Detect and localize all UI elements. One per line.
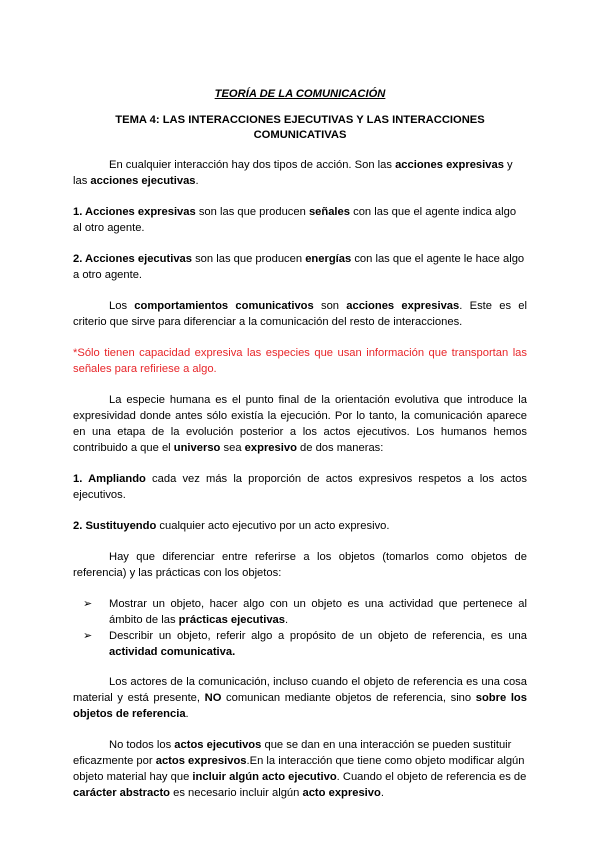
bold-term: carácter abstracto — [73, 787, 171, 799]
paragraph-ampliando — [73, 471, 527, 503]
text-run: son — [313, 300, 347, 312]
text-run: Los actores de la comunicación, incluso cuando el objeto de referencia es una cosa material y está presente, — [73, 676, 527, 704]
paragraph-objects: Hay que diferenciar entre referirse a los objetos (tomarlos como objetos de referencia) y las prácticas con los objetos: — [73, 551, 527, 579]
text-run: y las — [73, 159, 513, 187]
bold-term: energías — [305, 253, 352, 265]
text-run: . Cuando el objeto de referencia es de — [336, 771, 527, 783]
text-run: Describir un objeto, referir algo a propósito de un objeto de referencia, es una — [109, 630, 527, 642]
bold-term: acciones expresivas — [346, 300, 460, 312]
bold-term: 2. Acciones ejecutivas — [73, 253, 192, 265]
list-item — [73, 596, 527, 628]
text-run: de dos maneras: — [296, 442, 384, 454]
document-title: TEORÍA DE LA COMUNICACIÓN — [214, 88, 386, 100]
paragraph-intro — [73, 157, 527, 189]
text-run: sea — [220, 442, 245, 454]
text-run: es necesario incluir algún — [170, 787, 303, 799]
arrow-bullet-icon: ➢ — [83, 598, 93, 610]
text-run: con las que el agente indica algo al otro agente. — [73, 206, 517, 234]
bold-term: 1. Ampliando — [73, 473, 146, 485]
text-run: comunican mediante objetos de referencia, sino — [221, 692, 476, 704]
list-item — [73, 628, 527, 660]
paragraph-red-note: *Sólo tienen capacidad expresiva las especies que usan información que transportan las señales para refiriese a algo. — [73, 347, 527, 375]
bold-term: actos ejecutivos — [174, 739, 262, 751]
bullet-list — [73, 596, 527, 660]
text-run: Los — [109, 300, 135, 312]
bold-term: expresivo — [244, 442, 297, 454]
text-run: son las que producen — [191, 253, 306, 265]
text-run: cualquier acto ejecutivo por un acto expresivo. — [156, 520, 390, 532]
bold-term: 1. Acciones expresivas — [73, 206, 196, 218]
bold-term: acto expresivo — [302, 787, 381, 799]
text-run: con las que el agente le hace algo a otro agente. — [73, 253, 525, 281]
text-run: Mostrar un objeto, hacer algo con un objeto es una actividad que pertenece al ámbito de las — [109, 598, 527, 626]
bold-term: actividad comunicativa. — [109, 646, 236, 658]
bold-term: señales — [308, 206, 350, 218]
paragraph-communicative-behaviours — [73, 298, 527, 330]
bold-term: acciones ejecutivas — [90, 175, 196, 187]
paragraph-human-species — [73, 392, 527, 456]
text-run: cada vez más la proporción de actos expresivos respetos a los actos ejecutivos. — [73, 473, 527, 501]
paragraph-executive-actions — [73, 251, 527, 283]
paragraph-actors — [73, 674, 527, 722]
paragraph-substitution — [73, 737, 527, 801]
text-run: son las que producen — [195, 206, 309, 218]
bold-term: sobre los objetos de referencia — [73, 692, 527, 720]
text-run: . — [195, 175, 199, 187]
bold-term: 2. Sustituyendo — [73, 520, 157, 532]
text-run: En cualquier interacción hay dos tipos de acción. Son las — [109, 159, 396, 171]
text-run: que se dan en una interacción se pueden sustituir eficazmente por — [73, 739, 512, 767]
document-body — [73, 86, 527, 816]
text-run: . — [285, 614, 289, 626]
section-heading: TEMA 4: LAS INTERACCIONES EJECUTIVAS Y LAS INTERACCIONES COMUNICATIVAS — [115, 114, 485, 141]
bold-term: NO — [204, 692, 222, 704]
bold-term: universo — [173, 442, 221, 454]
bold-term: actos expresivos — [155, 755, 247, 767]
arrow-bullet-icon: ➢ — [83, 630, 93, 642]
bold-term: acciones expresivas — [395, 159, 504, 171]
text-run: . — [185, 708, 189, 720]
bold-term: comportamientos comunicativos — [134, 300, 314, 312]
bold-term: prácticas ejecutivas — [178, 614, 286, 626]
bold-term: incluir algún acto ejecutivo — [192, 771, 337, 783]
paragraph-sustituyendo — [73, 518, 527, 534]
paragraph-expressive-actions — [73, 204, 527, 236]
text-run: . — [380, 787, 384, 799]
text-run: .En la interacción que tiene como objeto modificar algún objeto material hay que — [73, 755, 525, 783]
text-run: La especie humana es el punto final de la orientación evolutiva que introduce la expresividad donde antes sólo existía la ejecución. Por lo tanto, la comunicación aparece en una etapa de la evolución posterior a los actos ejecutivos. Los humanos hemos contribuido a que el — [73, 394, 527, 454]
text-run: . Este es el criterio que sirve para diferenciar a la comunicación del resto de interacciones. — [73, 300, 527, 328]
text-run: No todos los — [109, 739, 175, 751]
